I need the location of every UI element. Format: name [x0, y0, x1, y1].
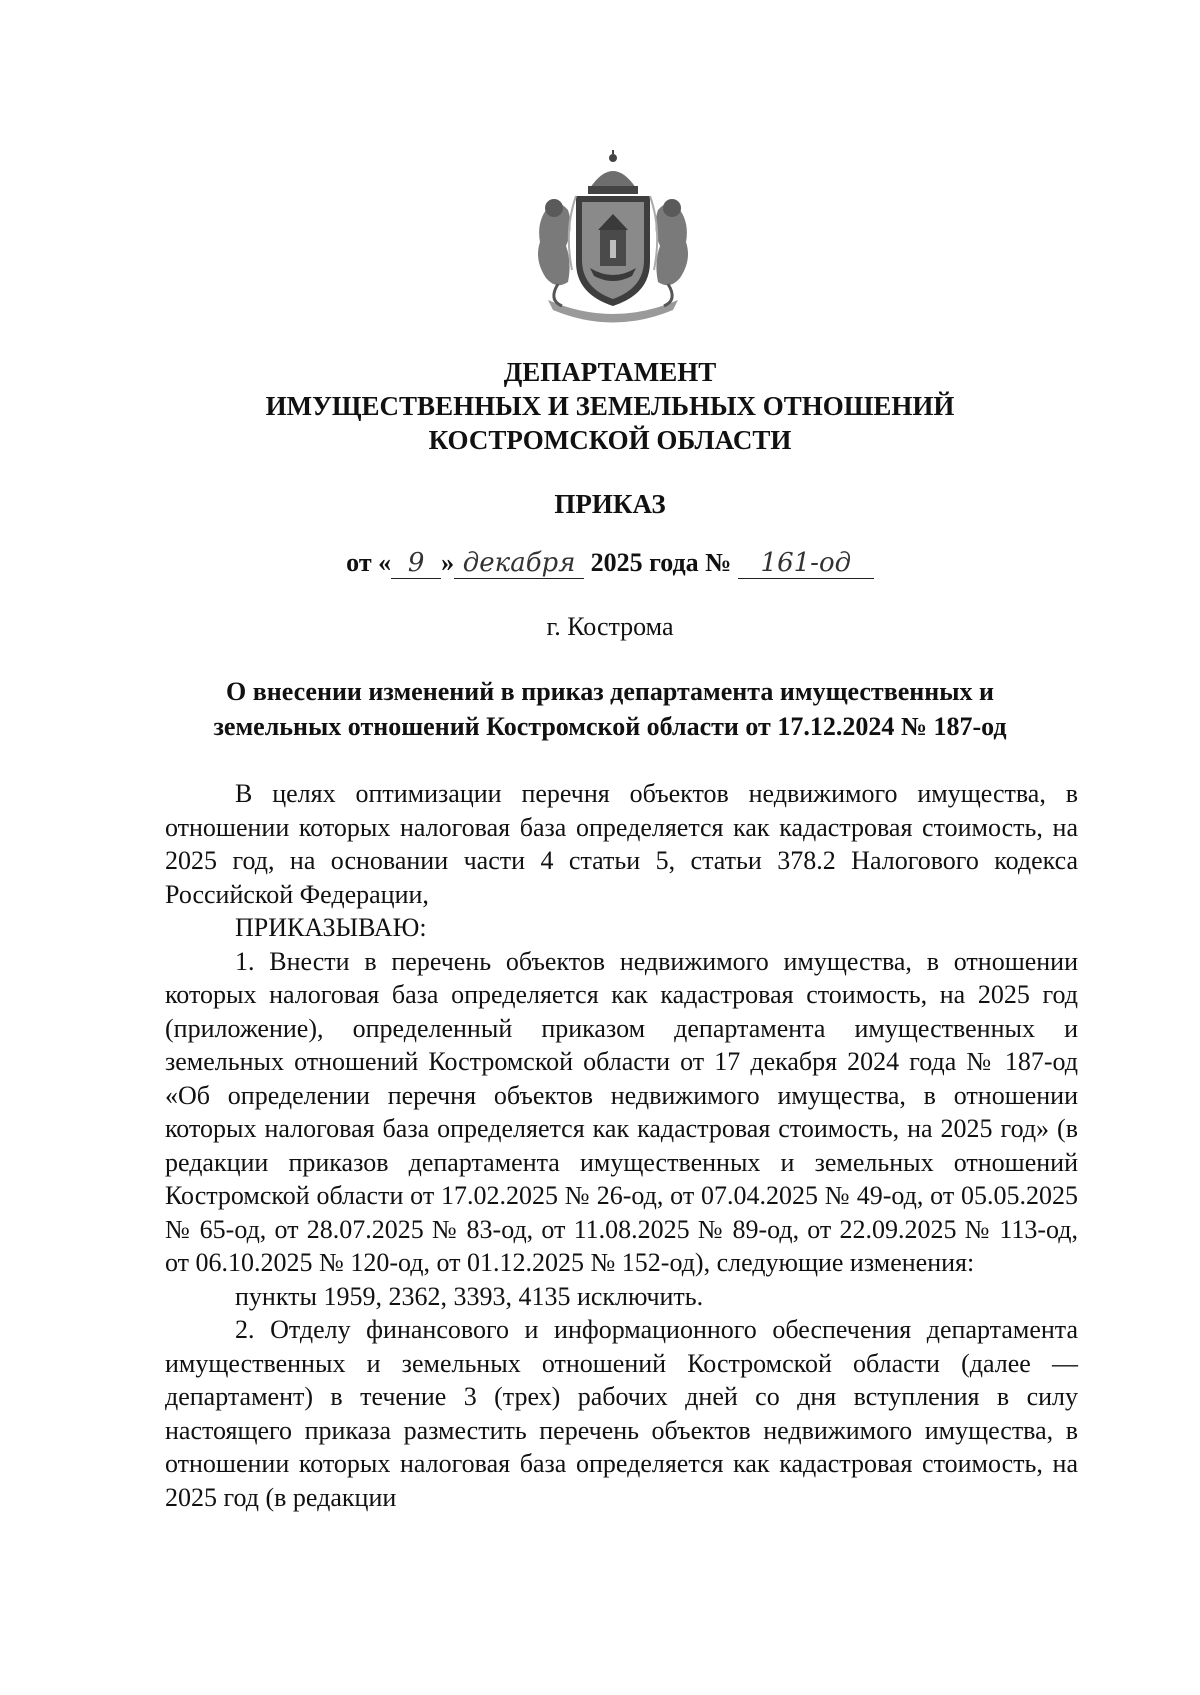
department-line: ИМУЩЕСТВЕННЫХ И ЗЕМЕЛЬНЫХ ОТНОШЕНИЙ — [265, 391, 955, 421]
clause-2: 2. Отделу финансового и информационного обеспечения департамента имущественных и земельных отношений Костромской области (далее — департамент) в течение 3 (трех) рабочих дней со дня вступления в силу настоящего приказа разместить перечень объектов недвижимого имущества, в отношении которых налоговая база определяется как кадастровая стоимость, на 2025 год (в редакции — [165, 1315, 1078, 1512]
preamble-paragraph: В целях оптимизации перечня объектов недвижимого имущества, в отношении которых налоговая база определяется как кадастровая стоимость, на 2025 год, на основании части 4 статьи 5, статьи 378.2 Налогового кодекса Российской Федерации, — [165, 779, 1078, 909]
order-date-line — [150, 548, 1070, 579]
date-mid: » — [441, 548, 455, 577]
order-directive: ПРИКАЗЫВАЮ: — [235, 913, 427, 942]
department-header — [150, 355, 1070, 457]
clause-1: 1. Внести в перечень объектов недвижимого имущества, в отношении которых налоговая база определяется как кадастровая стоимость, на 2025 год (приложение), определенный приказом департамента имущественных и земельных отношений Костромской области от 17 декабря 2024 года № 187-од «Об определении перечня объектов недвижимого имущества, в отношении которых налоговая база определяется как кадастровая стоимость, на 2025 год» (в редакции приказов департамента имущественных и земельных отношений Костромской области от 17.02.2025 № 26-од, от 07.04.2025 № 49-од, от 05.05.2025 № 65-од, от 28.07.2025 № 83-од, от 11.08.2025 № 89-од, от 22.09.2025 № 113-од, от 06.10.2025 № 120-од, от 01.12.2025 № 152-од), следующие изменения: — [165, 946, 1078, 1277]
order-title: ПРИКАЗ — [554, 489, 666, 519]
handwritten-order-number: 161-од — [738, 548, 874, 579]
department-line: ДЕПАРТАМЕНТ — [503, 357, 717, 387]
subject-line: земельных отношений Костромской области от 17.12.2024 № 187-од — [213, 712, 1007, 741]
handwritten-day: 9 — [391, 548, 441, 579]
date-prefix: от « — [346, 548, 392, 577]
clause-1-change: пункты 1959, 2362, 3393, 4135 исключить. — [235, 1281, 704, 1311]
city-line: г. Кострома — [546, 612, 674, 641]
year-text: 2025 года № — [590, 548, 732, 577]
coat-of-arms-icon — [528, 150, 698, 328]
department-line: КОСТРОМСКОЙ ОБЛАСТИ — [428, 425, 792, 455]
handwritten-month: декабря — [454, 548, 584, 579]
order-subject — [170, 674, 1050, 744]
order-body — [165, 777, 1078, 1514]
subject-line: О внесении изменений в приказ департамента имущественных и — [225, 677, 995, 706]
